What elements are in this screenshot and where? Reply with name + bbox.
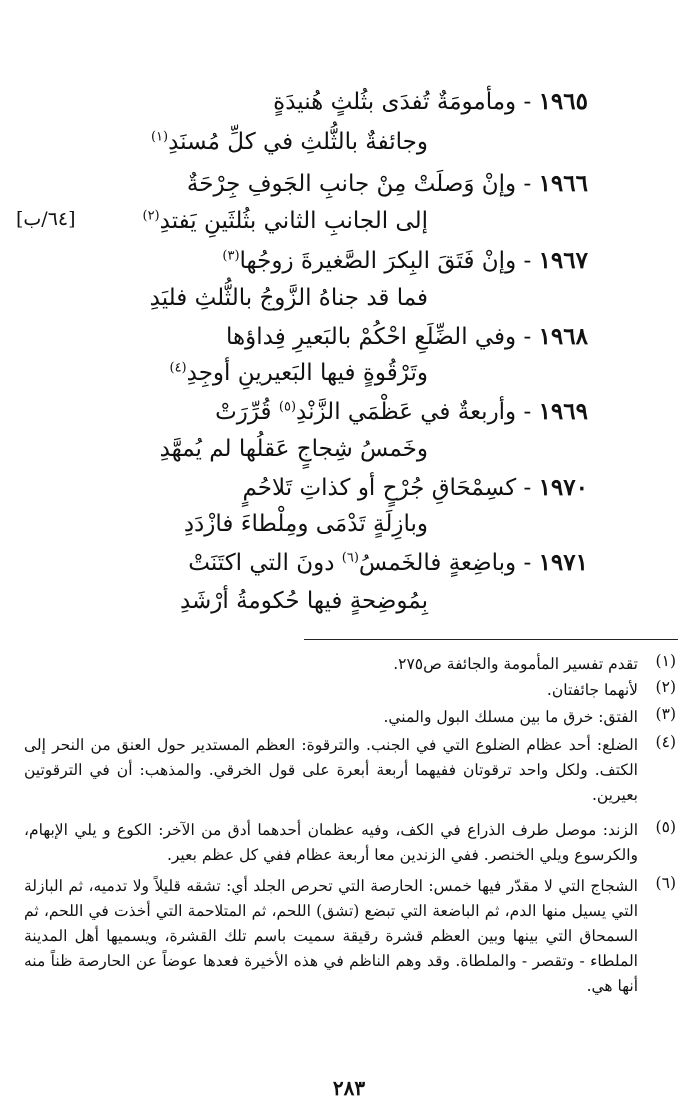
verse-number: ١٩٦٨ <box>538 323 588 350</box>
verse-text: وتَرْقُوةٍ فيها البَعيرينِ أوجِدِ <box>186 360 428 386</box>
verse-line-1971-a: ١٩٧١ - وباضِعةٍ فالخَمسُ$^{(٦)}$ دونَ التي اكتَنَتْ <box>188 549 588 576</box>
verse-number: ١٩٦٩ <box>538 398 588 425</box>
footnote-ref: (١) <box>150 129 169 145</box>
verse-line-1968-a: ١٩٦٨ - وفي الضِّلَعِ احْكُمْ بالبَعيرِ فِداؤها <box>226 323 588 350</box>
footnote-ref: (٣) <box>222 248 240 264</box>
verse-number: ١٩٦٥ <box>538 88 588 115</box>
footnote-number: (٣) <box>655 705 676 723</box>
verse-line-1966-a: ١٩٦٦ - وإنْ وَصلَتْ مِنْ جانبِ الجَوفِ جِرْحَةٌ <box>186 170 588 197</box>
verse-number: ١٩٦٦ <box>538 170 588 197</box>
verse-text: بِمُوضِحةٍ فيها حُكومةُ أرْشَدِ <box>179 588 428 614</box>
footnote-ref: (٢) <box>142 208 160 224</box>
verse-line-1966-b <box>142 208 428 234</box>
verse-line-1970-a: ١٩٧٠ - كسِمْحَاقِ جُرْحٍ أو كذاتِ تَلاحُمٍ <box>242 474 588 501</box>
verse-line-1969-b <box>160 436 428 462</box>
footnote-text: لأنهما جائفتان. <box>546 681 638 699</box>
verse-text: وباضِعةٍ فالخَمسُ <box>358 550 517 576</box>
page-number: ٢٨٣ <box>332 1076 366 1100</box>
verse-number: ١٩٦٧ <box>538 247 588 274</box>
verse-number: ١٩٧١ <box>538 549 588 576</box>
verse-text: فما قد جناهُ الزَّوجُ بالثُّلثِ فليَدِ <box>149 285 428 311</box>
verse-text: وخَمسُ شِجاجٍ عَقلُها لم يُمهَّدِ <box>159 436 428 462</box>
footnote-text: تقدم تفسير المأمومة والجائفة ص٢٧٥. <box>393 655 638 673</box>
verse-text: وجائفةٌ بالثُّلثِ في كلِّ مُسنَدِ <box>168 129 428 155</box>
footnote-number: (٥) <box>655 818 676 836</box>
footnote-ref: (٤) <box>169 360 187 376</box>
footnote-ref: (٦) <box>341 550 359 566</box>
verse-line-1965-a: ١٩٦٥ - ومأمومَةٌ تُفدَى بثُلثٍ هُنيدَةٍ <box>273 88 588 115</box>
footnote-number: (٦) <box>655 874 676 892</box>
footnote-ref: (٥) <box>278 399 297 415</box>
manuscript-folio-marker: [٦٤/ب] <box>16 208 76 230</box>
footnote-text: الضلع: أحد عظام الضلوع التي في الجنب. والترقوة: العظم المستدير حول العنق من النحر إلى الكتف. ولكل واحد ترقوتان ففيهما أربعة أبعرة على قول الخرقي. والمذهب: أن في الترقوتين بعيرين. <box>24 736 638 804</box>
verse-line-1968-b <box>169 360 428 386</box>
verse-text: وإنْ فَتَقَ البِكرَ الصَّغيرةَ زوجُها <box>239 248 517 274</box>
verse-line-1969-a: ١٩٦٩ - وأربعةٌ في عَظْمَي الزَّنْدِ$^{(٥)}$ قُرِّرَتْ <box>215 398 588 425</box>
verse-line-1971-b <box>180 588 428 614</box>
verse-line-1967-a: ١٩٦٧ - وإنْ فَتَقَ البِكرَ الصَّغيرةَ زوجُها$^{(٣)}$ <box>222 247 588 274</box>
verse-number: ١٩٧٠ <box>538 474 588 501</box>
footnote-number: (١) <box>655 652 676 670</box>
verse-text: وبازِلَةٍ تَدْمَى ومِلْطاءَ فازْدَدِ <box>183 511 428 537</box>
footnote-number: (٤) <box>655 733 676 751</box>
verse-text: وفي الضِّلَعِ احْكُمْ بالبَعيرِ فِداؤها <box>226 324 517 350</box>
verse-text: ومأمومَةٌ تُفدَى بثُلثٍ هُنيدَةٍ <box>273 89 517 115</box>
verse-text: إلى الجانبِ الثاني بثُلثَينِ يَفتدِ <box>159 208 428 234</box>
footnote-number: (٢) <box>655 678 676 696</box>
verse-text: وإنْ وَصلَتْ مِنْ جانبِ الجَوفِ جِرْحَةٌ <box>186 171 517 197</box>
verse-line-1965-b <box>151 129 428 155</box>
verse-line-1967-b <box>150 285 428 311</box>
footnote-text: الزند: موصل طرف الذراع في الكف، وفيه عظمان أحدهما أدق من الآخر: الكوع و يلي الإبهام، والكرسوع ويلي الخنصر. ففي الزندين معا أربعة عظام ففي كل عظم بعير. <box>24 821 638 864</box>
footnote-separator <box>304 639 678 640</box>
verse-text: وأربعةٌ في عَظْمَي الزَّنْدِ <box>296 399 517 425</box>
verse-line-1970-b <box>184 511 428 537</box>
footnote-text: الفتق: خرق ما بين مسلك البول والمني. <box>383 708 638 726</box>
footnote-text: الشجاج التي لا مقدّر فيها خمس: الحارصة التي تحرص الجلد أي: تشقه قليلاً ولا تدميه، ثم البازلة التي يسيل منها الدم، ثم الباضعة التي تبضع (تشق) اللحم، ثم المتلاحمة التي أخذت في اللحم، ثم السمحاق التي بينها وبين العظم قشرة رقيقة سميت باسم تلك القشرة، ويسميها أهل المدينة الملطاء - وتقصر - والملطاة. وقد وهم الناظم في هذه الأخيرة فعدها عوضاً عن الحارصة ظناً منه أنها هي. <box>24 877 638 995</box>
verse-text: كسِمْحَاقِ جُرْحٍ أو كذاتِ تَلاحُمٍ <box>242 475 517 501</box>
